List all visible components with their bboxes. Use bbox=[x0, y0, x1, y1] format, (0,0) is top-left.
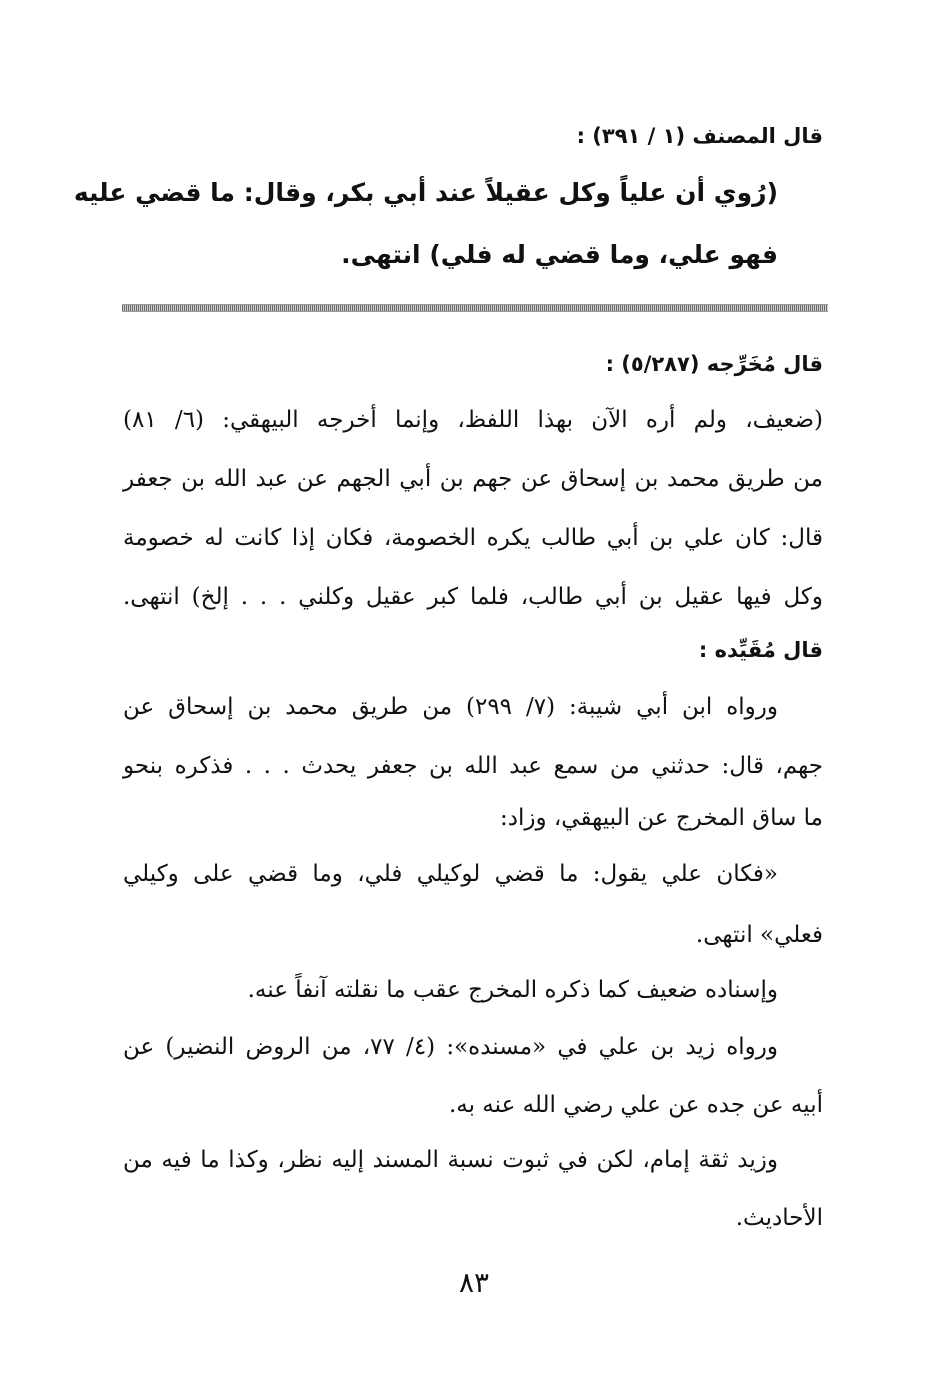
section-heading-mukharrij: قال مُخَرِّجه (٥/٢٨٧) : bbox=[605, 352, 823, 376]
paragraph-line: فعلي» انتهى. bbox=[695, 922, 823, 948]
paragraph-line: من طريق محمد بن إسحاق عن جهم بن أبي الجهم عن عبد الله بن جعفر bbox=[123, 466, 823, 492]
quote-line-1: (رُوي أن علياً وكل عقيلاً عند أبي بكر، وقال: ما قضي عليه bbox=[73, 178, 778, 207]
paragraph-line: أبيه عن جده عن علي رضي الله عنه به. bbox=[448, 1092, 823, 1118]
paragraph-line: وكل فيها عقيل بن أبي طالب، فلما كبر عقيل وكلني . . . إلخ) انتهى. bbox=[123, 584, 823, 610]
paragraph-line: ما ساق المخرج عن البيهقي، وزاد: bbox=[499, 805, 823, 831]
paragraph-line: (ضعيف، ولم أره الآن بهذا اللفظ، وإنما أخرجه البيهقي: (٦/ ٨١) bbox=[123, 407, 824, 433]
paragraph-line: قال: كان علي بن أبي طالب يكره الخصومة، فكان إذا كانت له خصومة bbox=[123, 525, 823, 551]
paragraph-line: جهم، قال: حدثني من سمع عبد الله بن جعفر يحدث . . . فذكره بنحو bbox=[123, 753, 823, 779]
paragraph-line: وزيد ثقة إمام، لكن في ثبوت نسبة المسند إليه نظر، وكذا ما فيه من bbox=[123, 1147, 778, 1173]
paragraph-line: الأحاديث. bbox=[735, 1205, 823, 1231]
paragraph-line: ورواه زيد بن علي في «مسنده»: (٤/ ٧٧، من الروض النضير) عن bbox=[123, 1034, 779, 1060]
page-number: ٨٣ bbox=[458, 1266, 490, 1299]
section-divider bbox=[122, 304, 828, 312]
section-heading-author: قال المصنف (١ / ٣٩١) : bbox=[576, 124, 823, 148]
paragraph-line: «فكان علي يقول: ما قضي لوكيلي فلي، وما قضي على وكيلي bbox=[123, 861, 778, 887]
quote-line-2: فهو علي، وما قضي له فلي) انتهى. bbox=[341, 240, 778, 269]
section-heading-muqayyid: قال مُقَيِّده : bbox=[698, 638, 823, 662]
paragraph-line: ورواه ابن أبي شيبة: (٧/ ٢٩٩) من طريق محمد بن إسحاق عن bbox=[123, 694, 778, 720]
paragraph-line: وإسناده ضعيف كما ذكره المخرج عقب ما نقلته آنفاً عنه. bbox=[247, 977, 778, 1003]
